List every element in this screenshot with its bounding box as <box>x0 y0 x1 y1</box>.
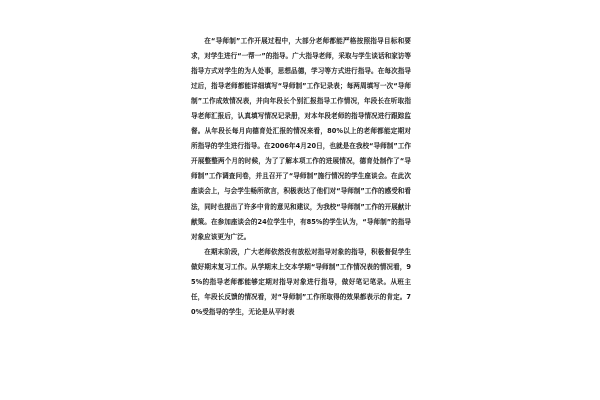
paragraph-1: 在“导师制”工作开展过程中，大部分老师都能严格按照指导目标和要求，对学生进行“一帮一”的指导。广大指导老师，采取与学生谈话和家访等指导方式对学生的为人处事，思想品德，学习等方式进行指导。在每次指导过后，指导老师都能详细填写“导师制”工作记录表；每两周填写一次“导师制”工作成效情况表，并向年段长个别汇报指导工作情况，年段长在听取指导老师汇报后，认真填写情况记录册，对本年段老师的指导情况进行跟踪监督。从年段长每月向德育处汇报的情况来看，80%以上的老师都能定期对所指导的学生进行指导。在2006年4月20日，也就是在我校“导师制”工作开展整整两个月的时候，为了了解本项工作的进展情况，德育处制作了“导师制”工作调查问卷，并且召开了“导师制”施行情况的学生座谈会。在此次座谈会上，与会学生畅所欲言，积极表达了他们对“导师制”工作的感受和看法，同时也提出了许多中肯的意见和建议，为我校“导师制”工作的开展献计献策。在参加座谈会的24位学生中，有85%的学生认为，“导师制”的指导对象应该更为广泛。 <box>191 37 411 241</box>
document-page <box>191 34 411 320</box>
paragraph-2: 在期末阶段，广大老师依然没有放松对指导对象的指导，积极督促学生做好期末复习工作。从学期末上交本学期“导师制”工作情况表的情况看，95%的指导老师都能够定期对指导对象进行指导，做好笔记笔录。从班主任，年段长反馈的情况看，对“导师制”工作所取得的效果都表示的肯定。70%受指导的学生，无论是从平时表 <box>191 247 411 316</box>
